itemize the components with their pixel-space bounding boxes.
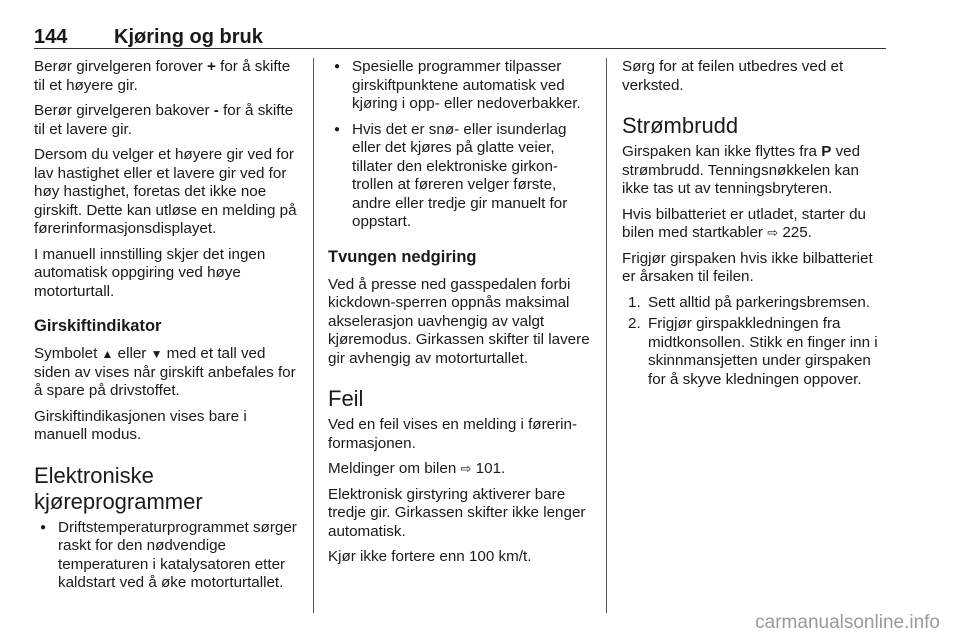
paragraph: Ved en feil vises en melding i førerinformasjonen. bbox=[328, 416, 578, 452]
paragraph: Frigjør girspaken hvis ikke bilbatteriet er årsaken til feilen. bbox=[622, 249, 873, 285]
paragraph: Girskiftindikasjonen vises bare i manuell modus. bbox=[34, 407, 247, 443]
column-divider bbox=[313, 58, 314, 613]
paragraph: Dersom du velger et høyere gir ved for lav hastighet eller et lavere gir ved for høy hastighet, foretas det ikke noe girskift. Dette kan utløse en melding på førerinformasjonsdisplayet. bbox=[34, 146, 297, 237]
column-2 bbox=[328, 58, 590, 574]
chapter-heading: Strømbrudd bbox=[622, 113, 739, 138]
chapter-heading: Feil bbox=[328, 386, 364, 411]
section-heading: Girskiftindikator bbox=[34, 317, 162, 335]
page-title: Kjøring og bruk bbox=[114, 26, 263, 48]
numbered-list bbox=[622, 294, 890, 390]
paragraph: Sørg for at feilen utbedres ved et verksted. bbox=[622, 58, 844, 94]
paragraph: Hvis bilbatteriet er utladet, starter du bilen med startkabler ⇨ 225. bbox=[622, 205, 866, 241]
column-1 bbox=[34, 58, 302, 600]
paragraph: Symbolet ▲ eller ▼ med et tall ved siden av vises når girskift anbefales for å spare på drivstoffet. bbox=[34, 345, 296, 399]
chapter-heading: Elektroniske kjøreprogrammer bbox=[34, 462, 203, 514]
column-3 bbox=[622, 58, 890, 392]
page-header bbox=[34, 20, 886, 50]
arrow-down-icon: ▼ bbox=[150, 347, 163, 361]
paragraph: Berør girvelgeren bakover - for å skifte til et lavere gir. bbox=[34, 102, 294, 138]
paragraph: Elektronisk girstyring aktiverer bare tredje gir. Girkassen skifter ikke lenger automatisk. bbox=[328, 485, 586, 540]
bullet-list bbox=[328, 58, 590, 232]
paragraph: Berør girvelgeren forover + for å skifte til et høyere gir. bbox=[34, 58, 291, 94]
arrow-up-icon: ▲ bbox=[101, 347, 114, 361]
list-item: ● Spesielle programmer tilpasser girskiftpunktene automatisk ved kjøring i opp- eller nedoverbakker. bbox=[328, 58, 590, 114]
page-reference-icon: ⇨ bbox=[460, 461, 472, 476]
watermark: carmanualsonline.info bbox=[755, 612, 940, 633]
section-heading: Tvungen nedgiring bbox=[328, 247, 477, 266]
paragraph: Kjør ikke fortere enn 100 km/t. bbox=[328, 548, 532, 565]
paragraph: Ved å presse ned gasspedalen forbi kickdown-sperren oppnås maksimal akselerasjon uavhengig av valgt kjøremodus. Girkassen skifter til lavere gir avhengig av motorturtallet. bbox=[328, 275, 590, 367]
list-item: ● Hvis det er snø- eller isunderlag eller det kjøres på glatte veier, tillater den elektroniske girkontrollen at føreren velger første, andre eller tredje gir manuelt for oppstart. bbox=[328, 121, 590, 232]
list-item: ● Driftstemperaturprogrammet sørger raskt for den nødvendige temperaturen i katalysatoren etter kaldstart ved å øke motorturtallet. bbox=[34, 519, 302, 593]
list-item: 2. Frigjør girspakkledningen fra midtkonsollen. Stikk en finger inn i skinnmansjetten under girspaken for å skyve kledningen oppover. bbox=[628, 315, 878, 388]
paragraph: I manuell innstilling skjer det ingen automatisk oppgiring ved høye motorturtall. bbox=[34, 245, 266, 300]
paragraph: Meldinger om bilen ⇨ 101. bbox=[328, 460, 506, 477]
header-rule bbox=[34, 48, 886, 49]
page-reference-icon: ⇨ bbox=[767, 225, 779, 240]
column-divider bbox=[606, 58, 607, 613]
page-number: 144 bbox=[34, 26, 68, 48]
bullet-list bbox=[34, 519, 302, 593]
paragraph: Girspaken kan ikke flyttes fra P ved strømbrudd. Tenningsnøkkelen kan ikke tas ut av tenningsbryteren. bbox=[622, 143, 861, 197]
list-item: 1. Sett alltid på parkeringsbremsen. bbox=[628, 293, 871, 311]
